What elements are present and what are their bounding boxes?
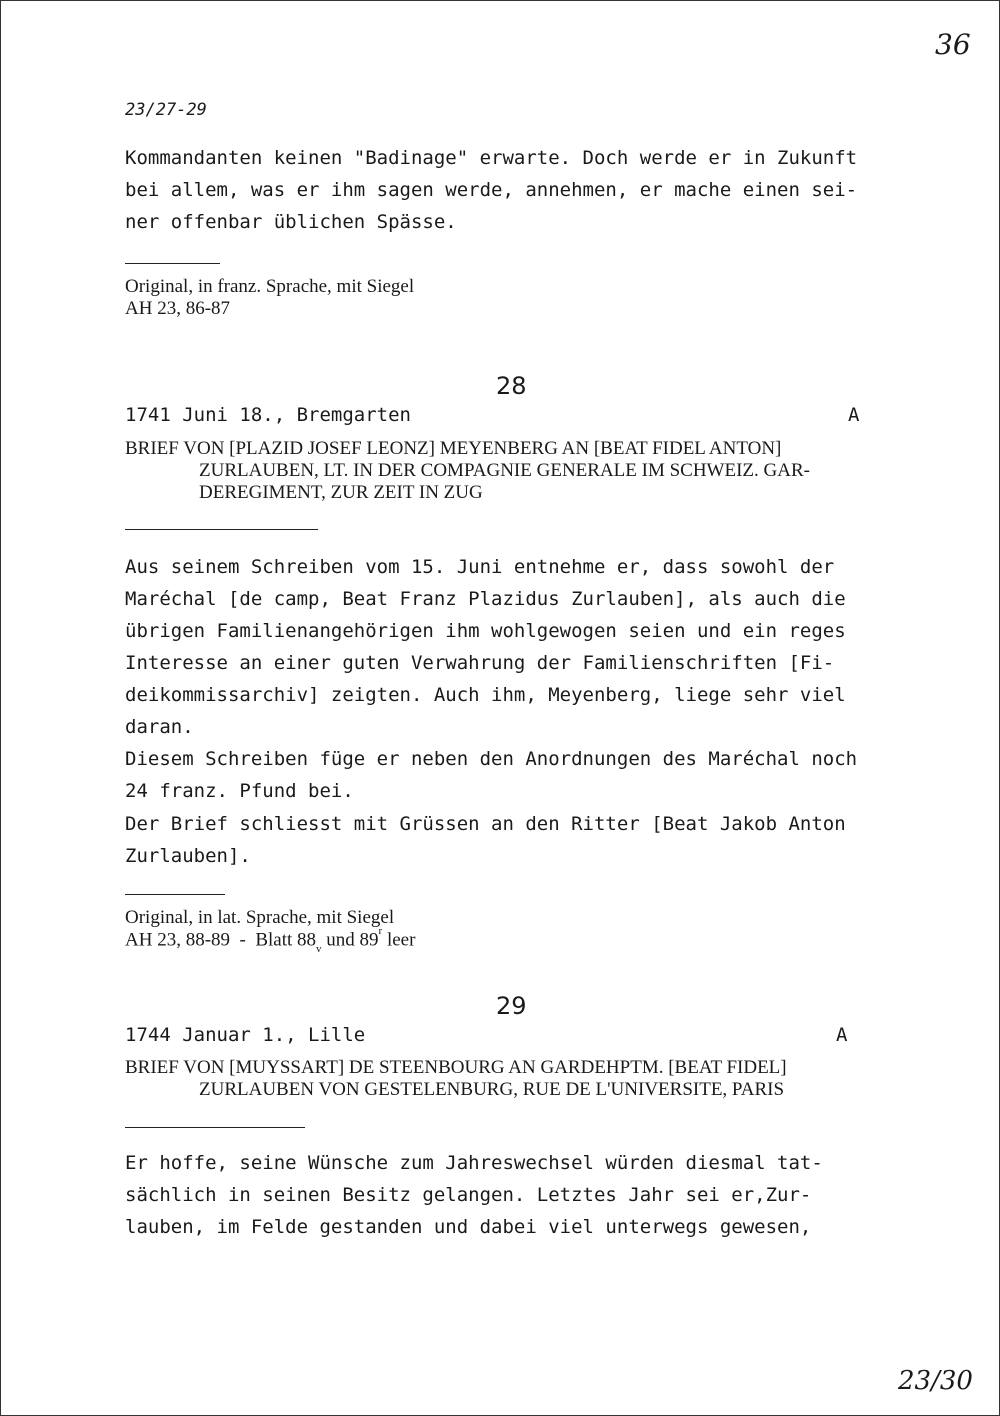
entry-28-body-line-2: Maréchal [de camp, Beat Franz Plazidus Zurlauben], als auch die — [125, 588, 846, 610]
entry-29-number: 29 — [496, 992, 527, 1020]
entry-28-source-line-2 — [125, 925, 416, 956]
entry-29-body-line-1: Er hoffe, seine Wünsche zum Jahreswechsel würden diesmal tat- — [125, 1152, 823, 1174]
entry-29-body-line-3: lauben, im Felde gestanden und dabei viel unterwegs gewesen, — [125, 1216, 812, 1238]
entry-28-body-line-8: 24 franz. Pfund bei. — [125, 780, 354, 802]
divider — [125, 894, 225, 895]
intro-source-line-1: Original, in franz. Sprache, mit Siegel — [125, 276, 415, 297]
reference-header: 23/27-29 — [125, 100, 207, 120]
entry-29-body-line-2: sächlich in seinen Besitz gelangen. Letztes Jahr sei er,Zur- — [125, 1184, 812, 1206]
entry-28-body-line-4: Interesse an einer guten Verwahrung der Familienschriften [Fi- — [125, 652, 835, 674]
entry-28-number: 28 — [496, 372, 527, 400]
entry-28-source-line-1: Original, in lat. Sprache, mit Siegel — [125, 907, 395, 928]
intro-line-1: Kommandanten keinen "Badinage" erwarte. Doch werde er in Zukunft — [125, 147, 858, 169]
divider — [125, 1127, 305, 1128]
entry-28-body-line-6: daran. — [125, 716, 194, 738]
footer-mark: 23/30 — [898, 1366, 973, 1396]
entry-28-body-line-5: deikommissarchiv] zeigten. Auch ihm, Meyenberg, liege sehr viel — [125, 684, 846, 706]
entry-28-title-line-2: ZURLAUBEN, LT. IN DER COMPAGNIE GENERALE IM SCHWEIZ. GAR- — [199, 460, 810, 481]
source-text-c: leer — [382, 929, 416, 951]
intro-line-2: bei allem, was er ihm sagen werde, annehmen, er mache einen sei- — [125, 179, 858, 201]
source-text-b: und 89 — [321, 929, 379, 951]
source-sup-recto: r — [378, 925, 383, 937]
intro-source-line-2: AH 23, 86-87 — [125, 298, 231, 319]
entry-28-date-place: 1741 Juni 18., Bremgarten — [125, 404, 411, 426]
divider — [125, 263, 220, 264]
entry-29-title-line-1: BRIEF VON [MUYSSART] DE STEENBOURG AN GARDEHPTM. [BEAT FIDEL] — [125, 1057, 787, 1078]
entry-28-body-line-9: Der Brief schliesst mit Grüssen an den Ritter [Beat Jakob Anton — [125, 813, 846, 835]
source-text-a: AH 23, 88-89 - Blatt 88 — [125, 929, 317, 951]
entry-28-title-line-3: DEREGIMENT, ZUR ZEIT IN ZUG — [199, 482, 483, 503]
source-sup-verso: v — [316, 943, 322, 956]
divider — [125, 529, 318, 530]
entry-28-letter: A — [848, 404, 860, 426]
intro-line-3: ner offenbar üblichen Spässe. — [125, 211, 457, 233]
entry-28-title-line-1: BRIEF VON [PLAZID JOSEF LEONZ] MEYENBERG AN [BEAT FIDEL ANTON] — [125, 438, 782, 459]
entry-29-date-place: 1744 Januar 1., Lille — [125, 1024, 366, 1046]
entry-29-letter: A — [836, 1024, 848, 1046]
entry-28-body-line-3: übrigen Familienangehörigen ihm wohlgewogen seien und ein reges — [125, 620, 846, 642]
entry-29-title-line-2: ZURLAUBEN VON GESTELENBURG, RUE DE L'UNIVERSITE, PARIS — [199, 1079, 785, 1100]
entry-28-body-line-7: Diesem Schreiben füge er neben den Anordnungen des Maréchal noch — [125, 748, 858, 770]
entry-28-body-line-1: Aus seinem Schreiben vom 15. Juni entnehme er, dass sowohl der — [125, 556, 835, 578]
page-number: 36 — [935, 28, 971, 61]
entry-28-body-line-10: Zurlauben]. — [125, 845, 251, 867]
